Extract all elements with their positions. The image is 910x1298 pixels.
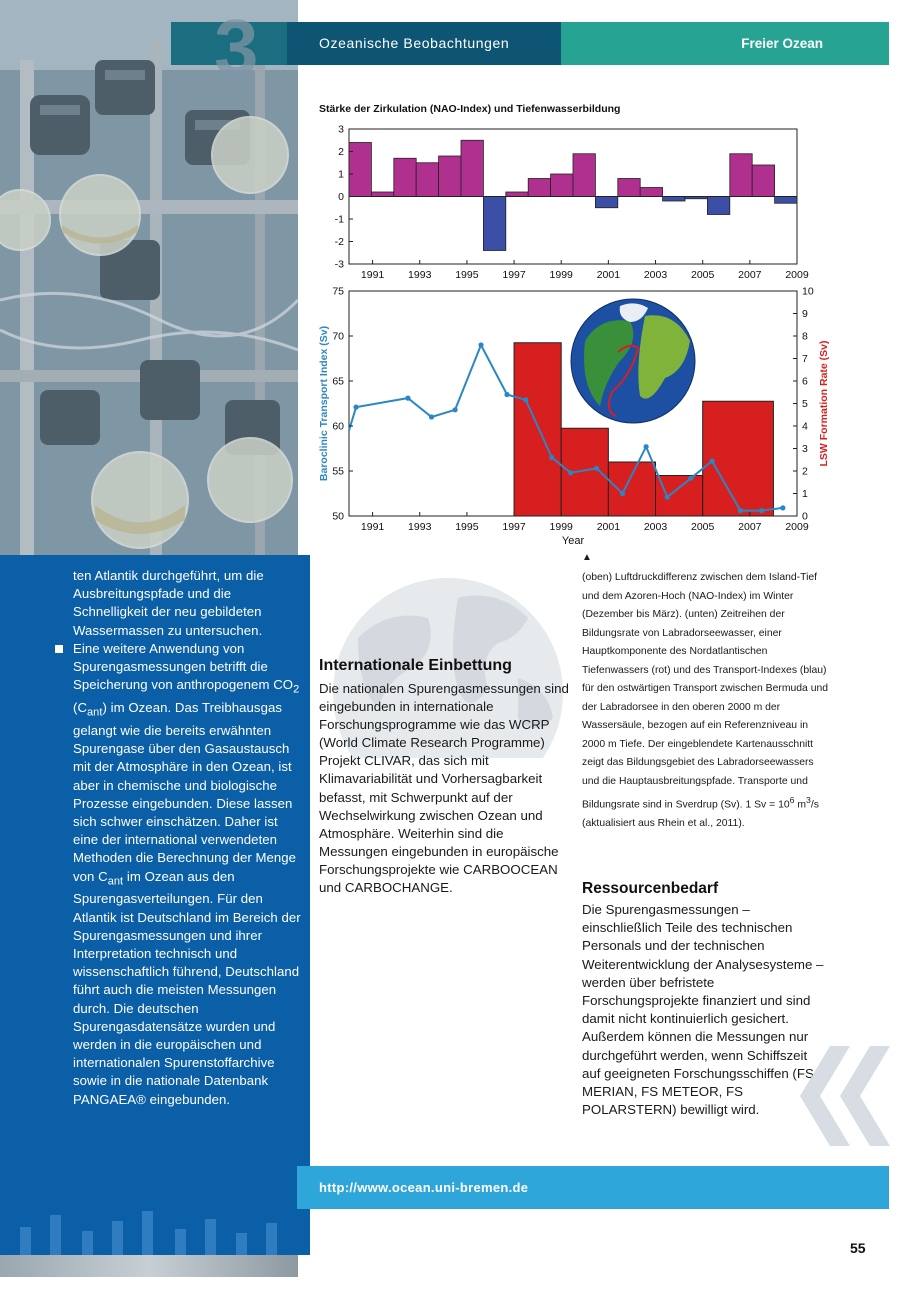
figure-title: Stärke der Zirkulation (NAO-Index) und Tiefenwasserbildung <box>319 103 621 115</box>
transport-index-point <box>620 491 625 496</box>
transport-index-point <box>665 495 670 500</box>
lsw-x-tick-label: 2001 <box>596 521 621 533</box>
lsw-y-tick-label: 4 <box>802 420 808 433</box>
left-column-text <box>52 567 302 1109</box>
nao-y-tick-label: 1 <box>338 168 344 181</box>
transport-index-point <box>523 397 528 402</box>
nao-x-tick-label: 2001 <box>596 269 621 281</box>
caption-sup-3: 3 <box>806 795 811 805</box>
lsw-y-tick-label: 0 <box>802 510 808 523</box>
nao-bar <box>506 192 528 197</box>
nao-x-tick-label: 1997 <box>502 269 526 281</box>
lsw-x-tick-label: 1995 <box>455 521 479 533</box>
transport-index-point <box>453 407 458 412</box>
transport-index-point <box>429 414 434 419</box>
transport-index-point <box>710 459 715 464</box>
transport-y-tick-label: 60 <box>332 420 344 433</box>
decorative-bars <box>0 1209 310 1255</box>
nao-y-tick-label: -3 <box>334 258 344 271</box>
transport-y-tick-label: 70 <box>332 330 344 343</box>
lsw-formation-bar <box>608 462 655 516</box>
section-title: Ozeanische Beobachtungen <box>287 22 561 65</box>
lsw-y-tick-label: 7 <box>802 353 808 365</box>
lsw-x-tick-label: 2003 <box>643 521 668 533</box>
transport-y-tick-label: 65 <box>332 375 344 388</box>
chapter-number: 3 <box>214 3 259 92</box>
nao-bar <box>752 165 774 197</box>
lsw-y-tick-label: 10 <box>802 285 814 298</box>
transport-index-point <box>688 476 693 481</box>
lsw-y-tick-label: 6 <box>802 375 808 388</box>
nao-bar <box>618 179 640 197</box>
transport-y-tick-label: 55 <box>332 465 344 478</box>
nao-bar <box>394 158 416 196</box>
nao-y-tick-label: -1 <box>334 213 344 226</box>
lsw-x-tick-label: 1997 <box>502 521 526 533</box>
lsw-y-tick-label: 5 <box>802 398 808 410</box>
nao-bar <box>349 143 371 197</box>
lsw-y-tick-label: 2 <box>802 465 808 478</box>
lsw-formation-bar <box>514 343 561 516</box>
transport-index-point <box>504 392 509 397</box>
nao-y-tick-label: 0 <box>338 191 344 203</box>
lsw-y-tick-label: 8 <box>802 330 808 343</box>
nao-x-tick-label: 1991 <box>360 269 385 281</box>
lsw-formation-bar <box>656 476 703 517</box>
nao-bar <box>730 154 752 197</box>
mid-heading: Internationale Einbettung <box>319 657 512 674</box>
nao-x-tick-label: 1993 <box>408 269 432 281</box>
nao-x-tick-label: 2007 <box>738 269 762 281</box>
cant-subscript-2: ant <box>107 875 124 888</box>
lsw-x-tick-label: 2005 <box>691 521 715 533</box>
nao-x-tick-label: 1999 <box>549 269 573 281</box>
nao-bar <box>595 197 617 208</box>
page-number: 55 <box>850 1240 866 1256</box>
transport-index-point <box>594 466 599 471</box>
nao-x-tick-label: 2005 <box>691 269 715 281</box>
lsw-y-tick-label: 3 <box>802 443 808 455</box>
nao-bar <box>663 197 685 202</box>
transport-y-tick-label: 75 <box>332 285 344 298</box>
lsw-y-tick-label: 1 <box>802 488 808 500</box>
nao-bar <box>483 197 505 251</box>
nao-bar <box>528 179 550 197</box>
nao-bar <box>775 197 797 204</box>
lsw-x-tick-label: 1991 <box>360 521 385 533</box>
transport-index-point <box>568 470 573 475</box>
bullet-text-4: im Ozean aus den Spurengasverteilungen. Für den Atlantik ist Deutschland im Bereich der Spurengasmessungen und ihrer Interpretation technisch und wissenschaftlich führend, Deutschland führt auch die meisten Messungen durch. Die deutschen Spurengasdatensätze wurden und werden in die europäischen und internationalen Spurenstoffarchive sowie in die nationale Datenbank PANGAEA® eingebunden. <box>73 868 301 1107</box>
caption-text-2: m <box>794 799 807 811</box>
lsw-x-tick-label: 2007 <box>738 521 762 533</box>
lsw-x-tick-label: 2009 <box>785 521 809 533</box>
caption-text-3: /s (aktualisiert aus Rhein et al., 2011). <box>582 799 819 829</box>
co2-subscript: 2 <box>293 683 300 696</box>
right-heading: Ressourcenbedarf <box>582 880 719 897</box>
nao-bar <box>461 140 483 196</box>
transport-index-point <box>759 508 764 513</box>
photo-strip-bottom <box>0 1255 298 1277</box>
mid-paragraph: Die nationalen Spurengasmessungen sind eingebunden in internationale Forschungsprogramme wie das WCRP (World Climate Research Programme) Projekt CLIVAR, das sich mit Klimavariabilität und Vorhersagbarkeit befasst, mit Schwerpunkt auf der Wechselwirkung zwischen Ozean und Atmosphäre. Weiterhin sind die Messungen eingebunden in europäische Forschungsprojekte wie CARBOOCEAN und CARBOCHANGE. <box>319 681 569 896</box>
lsw-x-tick-label: 1993 <box>408 521 432 533</box>
y-axis-label-left: Baroclinic Transport Index (Sv) <box>318 325 330 482</box>
transport-index-point <box>738 508 743 513</box>
lsw-y-tick-label: 9 <box>802 308 808 320</box>
url-link[interactable]: http://www.ocean.uni-bremen.de <box>297 1166 889 1209</box>
lsw-x-tick-label: 1999 <box>549 521 573 533</box>
nao-bar <box>551 174 573 197</box>
caption-text-1: (oben) Luftdruckdifferenz zwischen dem Island-Tief und dem Azoren-Hoch (NAO-Index) im Winter (Dezember bis März). (unten) Zeitreihen der Bildungsrate von Labradorseewasser, einer Hauptkomponente des Nordatlantischen Tiefenwassers (rot) und des Transport-Indexes (blau) für den ostwärtigen Transport zwischen Bermuda und der Labradorsee in den oberen 2000 m der Wassersäule, bezogen auf ein Referenzniveau in 2000 m Tiefe. Der eingeblendete Kartenausschnitt zeigt das Bildungsgebiet des Labradorseewassers und die Hauptausbreitungspfade. Transporte und Bildungsrate sind in Sverdrup (Sv). 1 Sv = 10 <box>582 572 829 811</box>
transport-index-point <box>405 396 410 401</box>
nao-bar <box>439 156 461 197</box>
transport-index-point <box>478 342 483 347</box>
transport-index-point <box>643 444 648 449</box>
nao-y-tick-label: 2 <box>338 146 344 158</box>
nao-bar <box>416 163 438 197</box>
nao-bar <box>640 188 662 197</box>
figure-caption <box>582 569 832 833</box>
nao-x-tick-label: 2003 <box>643 269 668 281</box>
bullet-text-2: (C <box>73 700 88 716</box>
left-bullet-paragraph <box>52 640 302 1109</box>
chevron-left-double-icon <box>790 1046 890 1146</box>
nao-lsw-chart <box>300 116 830 552</box>
transport-index-point <box>780 505 785 510</box>
left-intro-paragraph: ten Atlantik durchgeführt, um die Ausbreitungspfade und die Schnelligkeit der neu gebildeten Wassermassen zu untersuchen. <box>73 568 264 638</box>
nao-y-tick-label: -2 <box>334 236 344 248</box>
caption-arrow-icon: ▲ <box>582 552 592 563</box>
nao-y-tick-label: 3 <box>338 123 344 136</box>
nao-bar <box>707 197 729 215</box>
nao-x-tick-label: 2009 <box>785 269 809 281</box>
nao-x-tick-label: 1995 <box>455 269 479 281</box>
nao-bar <box>371 192 393 197</box>
right-paragraph: Die Spurengasmessungen – einschließlich Teile des technischen Personals und der technischen Weiterentwicklung der Analysesysteme – werden über befristete Forschungsprojekte finanziert und sind damit nicht kontinuierlich gesichert. Außerdem können die Messungen nur durchgeführt werden, wenn Schiffszeit auf geeigneten Forschungsschiffen (FS MERIAN, FS METEOR, FS POLARSTERN) bewilligt wird. <box>582 902 824 1118</box>
lsw-formation-bar <box>703 401 774 516</box>
topic-title: Freier Ozean <box>561 22 889 65</box>
y-axis-label-right: LSW Formation Rate (Sv) <box>818 340 830 467</box>
cant-subscript-1: ant <box>87 706 103 719</box>
nao-bar <box>573 154 595 197</box>
transport-index-point <box>549 455 554 460</box>
caption-sup-6: 6 <box>789 795 795 805</box>
x-axis-label: Year <box>561 535 585 547</box>
transport-index-point <box>353 405 358 410</box>
bullet-text-3: ) im Ozean. Das Treibhausgas gelangt wie die bereits erwähnten Spurengase über den Gasaustausch mit der Atmosphäre in den Ozean, ist aber in chemische und biologische Prozesse eingebunden. Diese lassen sich schwer einschätzen. Daher ist eine der international verwendeten Methoden die Berechnung der Menge von C <box>73 700 297 884</box>
bullet-text-1: Eine weitere Anwendung von Spurengasmessungen betrifft die Speicherung von anthropogenem CO <box>73 640 294 693</box>
transport-y-tick-label: 50 <box>332 510 344 523</box>
